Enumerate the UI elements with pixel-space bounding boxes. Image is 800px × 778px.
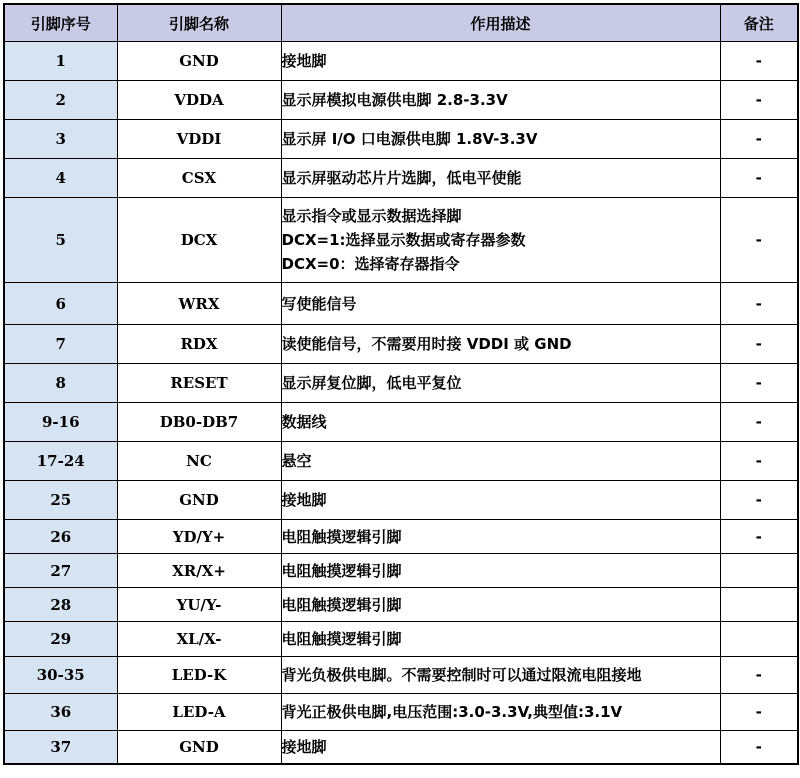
pin-description-cell — [281, 403, 720, 442]
description-line: 电阻触摸逻辑引脚 — [281, 630, 402, 648]
pin-number-cell: 25 — [4, 481, 117, 520]
table-row — [4, 731, 798, 764]
pin-note-cell: - — [720, 159, 798, 198]
description-line: 背光负极供电脚。不需要控制时可以通过限流电阻接地 — [281, 666, 642, 684]
pin-description-cell — [281, 622, 720, 657]
pin-number-cell: 8 — [4, 364, 117, 403]
description-line: 接地脚 — [281, 737, 327, 756]
header-description: 作用描述 — [281, 4, 720, 42]
pin-description-cell — [281, 42, 720, 81]
table-row — [4, 159, 798, 198]
pin-number-cell: 28 — [4, 588, 117, 622]
description-line: 电阻触摸逻辑引脚 — [281, 561, 402, 580]
pin-description-cell — [281, 481, 720, 520]
pin-name-cell: GND — [117, 481, 281, 520]
pin-description-cell — [281, 198, 720, 283]
pin-number-cell: 17-24 — [4, 442, 117, 481]
pin-number-cell: 30-35 — [4, 657, 117, 694]
pin-name-cell: GND — [117, 731, 281, 764]
pin-description-cell — [281, 325, 720, 364]
pin-name-cell: VDDA — [117, 81, 281, 120]
pin-name-cell: LED-K — [117, 657, 281, 694]
pin-note-cell: - — [720, 364, 798, 403]
description-line: 显示指令或显示数据选择脚 — [281, 207, 462, 225]
table-row — [4, 283, 798, 325]
pin-note-cell: - — [720, 81, 798, 120]
table-row — [4, 588, 798, 622]
pin-note-cell — [720, 622, 798, 657]
description-line: 显示屏模拟电源供电脚 2.8-3.3V — [281, 91, 508, 109]
pin-definition-table — [3, 3, 799, 765]
pin-name-cell: CSX — [117, 159, 281, 198]
pin-description-cell — [281, 159, 720, 198]
pin-description-cell — [281, 588, 720, 622]
pin-description-cell — [281, 657, 720, 694]
pin-number-cell: 9-16 — [4, 403, 117, 442]
header-pin-name: 引脚名称 — [117, 4, 281, 42]
pin-note-cell: - — [720, 198, 798, 283]
pin-name-cell: GND — [117, 42, 281, 81]
table-row — [4, 442, 798, 481]
pin-note-cell: - — [720, 42, 798, 81]
table-row — [4, 403, 798, 442]
pin-number-cell: 5 — [4, 198, 117, 283]
pin-number-cell: 2 — [4, 81, 117, 120]
description-line: 写使能信号 — [281, 294, 357, 313]
pin-name-cell: YU/Y- — [117, 588, 281, 622]
pin-description-cell — [281, 442, 720, 481]
table-row — [4, 198, 798, 283]
pin-rows — [4, 42, 798, 764]
pin-name-cell: VDDI — [117, 120, 281, 159]
description-line: 悬空 — [281, 452, 312, 470]
pin-number-cell: 6 — [4, 283, 117, 325]
pin-name-cell: RDX — [117, 325, 281, 364]
pin-description-cell — [281, 694, 720, 731]
pin-number-cell: 36 — [4, 694, 117, 731]
table-row — [4, 481, 798, 520]
pin-table-container — [3, 3, 797, 765]
pin-number-cell: 1 — [4, 42, 117, 81]
pin-description-cell — [281, 120, 720, 159]
pin-name-cell: WRX — [117, 283, 281, 325]
description-line: DCX=0：选择寄存器指令 — [281, 255, 460, 273]
pin-note-cell: - — [720, 442, 798, 481]
pin-name-cell: LED-A — [117, 694, 281, 731]
table-row — [4, 42, 798, 81]
pin-description-cell — [281, 554, 720, 588]
pin-description-cell — [281, 364, 720, 403]
pin-description-cell — [281, 81, 720, 120]
description-line: 显示屏驱动芯片片选脚，低电平使能 — [281, 169, 522, 187]
pin-note-cell: - — [720, 325, 798, 364]
table-row — [4, 622, 798, 657]
description-line: 读使能信号，不需要用时接 VDDI 或 GND — [281, 335, 572, 353]
pin-name-cell: RESET — [117, 364, 281, 403]
pin-note-cell: - — [720, 520, 798, 554]
description-line: DCX=1:选择显示数据或寄存器参数 — [281, 231, 526, 249]
pin-note-cell: - — [720, 481, 798, 520]
table-row — [4, 325, 798, 364]
table-row — [4, 520, 798, 554]
pin-number-cell: 7 — [4, 325, 117, 364]
pin-number-cell: 27 — [4, 554, 117, 588]
pin-note-cell: - — [720, 657, 798, 694]
pin-name-cell: XL/X- — [117, 622, 281, 657]
pin-name-cell: XR/X+ — [117, 554, 281, 588]
header-note: 备注 — [720, 4, 798, 42]
table-row — [4, 554, 798, 588]
description-line: 接地脚 — [281, 491, 327, 509]
pin-description-cell — [281, 283, 720, 325]
table-row — [4, 364, 798, 403]
description-line: 显示屏复位脚，低电平复位 — [281, 374, 462, 392]
table-row — [4, 657, 798, 694]
table-header-row — [4, 4, 798, 42]
pin-name-cell: DCX — [117, 198, 281, 283]
pin-name-cell: NC — [117, 442, 281, 481]
description-line: 数据线 — [281, 413, 327, 431]
pin-note-cell: - — [720, 403, 798, 442]
pin-number-cell: 29 — [4, 622, 117, 657]
description-line: 显示屏 I/O 口电源供电脚 1.8V-3.3V — [281, 130, 538, 148]
pin-number-cell: 26 — [4, 520, 117, 554]
pin-note-cell: - — [720, 694, 798, 731]
pin-note-cell: - — [720, 283, 798, 325]
description-line: 接地脚 — [281, 52, 327, 70]
pin-number-cell: 3 — [4, 120, 117, 159]
description-line: 电阻触摸逻辑引脚 — [281, 595, 402, 614]
pin-description-cell — [281, 520, 720, 554]
table-row — [4, 120, 798, 159]
pin-name-cell: DB0-DB7 — [117, 403, 281, 442]
description-line: 电阻触摸逻辑引脚 — [281, 527, 402, 546]
pin-number-cell: 37 — [4, 731, 117, 764]
pin-note-cell — [720, 588, 798, 622]
table-row — [4, 694, 798, 731]
pin-note-cell — [720, 554, 798, 588]
pin-note-cell: - — [720, 120, 798, 159]
pin-number-cell: 4 — [4, 159, 117, 198]
header-pin-number: 引脚序号 — [4, 4, 117, 42]
description-line: 背光正极供电脚,电压范围:3.0-3.3V,典型值:3.1V — [281, 703, 623, 721]
pin-note-cell: - — [720, 731, 798, 764]
table-row — [4, 81, 798, 120]
pin-name-cell: YD/Y+ — [117, 520, 281, 554]
pin-description-cell — [281, 731, 720, 764]
